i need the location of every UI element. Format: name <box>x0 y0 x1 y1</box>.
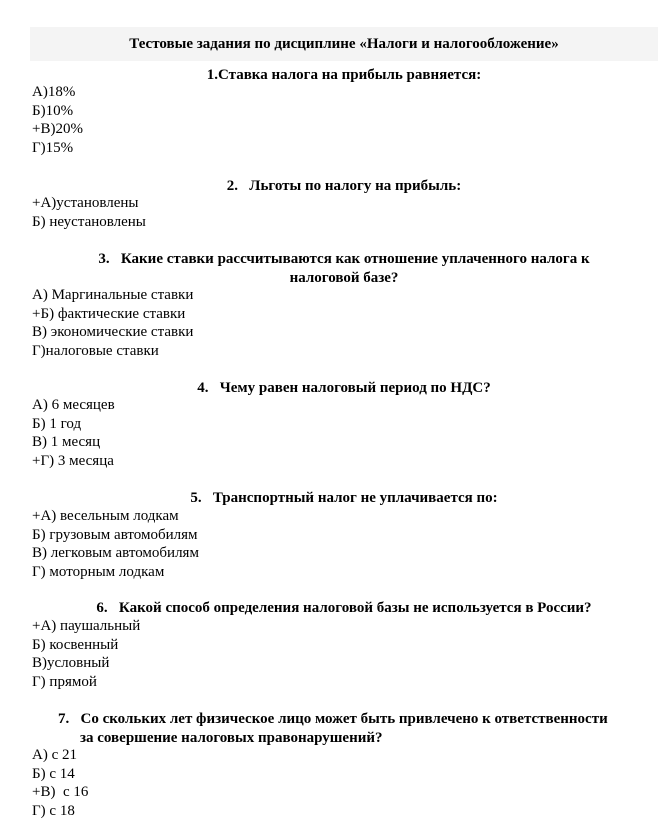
question-7-options <box>32 746 88 820</box>
question-3 <box>30 250 658 288</box>
option: +Б) фактические ставки <box>32 305 186 322</box>
option: В) 1 месяц <box>32 434 101 450</box>
option: +Г) 3 месяца <box>32 452 114 469</box>
option: Г)налоговые ставки <box>32 342 159 359</box>
question-1-options <box>32 83 83 157</box>
option: Б) с 14 <box>32 765 75 782</box>
option: Г)15% <box>32 139 74 156</box>
question-6-text: 6. Какой способ определения налоговой базы не используется в России? <box>96 600 592 616</box>
option: А) 6 месяцев <box>32 397 115 413</box>
question-1-text: 1.Ставка налога на прибыль равняется: <box>206 67 482 83</box>
option: А) с 21 <box>32 747 77 763</box>
option: Б) косвенный <box>32 636 119 653</box>
option: Г) моторным лодкам <box>32 563 165 580</box>
question-4 <box>30 379 658 398</box>
option: А) Маргинальные ставки <box>32 287 194 303</box>
question-7 <box>58 710 658 748</box>
option: Б)10% <box>32 102 74 119</box>
question-4-options <box>32 396 115 470</box>
option: Б) 1 год <box>32 415 82 432</box>
question-4-text: 4. Чему равен налоговый период по НДС? <box>197 380 491 396</box>
option: В) экономические ставки <box>32 324 194 340</box>
option: Б) неустановлены <box>32 213 146 230</box>
question-7-text-line1: 7. Со скольких лет физическое лицо может быть привлечено к ответственности <box>58 711 608 727</box>
question-2-text: 2. Льготы по налогу на прибыль: <box>226 178 462 194</box>
question-5-text: 5. Транспортный налог не уплачивается по: <box>190 490 498 506</box>
page-title <box>30 27 658 61</box>
option: +В) с 16 <box>32 784 89 800</box>
question-1 <box>30 66 658 85</box>
option: В)условный <box>32 655 110 671</box>
question-6 <box>30 599 658 618</box>
option: В) легковым автомобилям <box>32 545 199 561</box>
question-7-text-line2: за совершение налоговых правонарушений? <box>80 730 383 746</box>
option: +А) весельным лодкам <box>32 508 179 524</box>
question-5 <box>30 489 658 508</box>
question-3-text-line1: 3. Какие ставки рассчитываются как отношение уплаченного налога к <box>98 251 590 267</box>
option: А)18% <box>32 84 76 100</box>
question-3-options <box>32 286 193 360</box>
option: Б) грузовым автомобилям <box>32 526 198 543</box>
option: Г) с 18 <box>32 802 75 819</box>
question-2-options <box>32 194 146 231</box>
option: +В)20% <box>32 121 83 137</box>
page-title-text: Тестовые задания по дисциплине «Налоги и налогообложение» <box>129 35 559 52</box>
question-5-options <box>32 507 199 581</box>
option: Г) прямой <box>32 673 97 690</box>
question-3-text-line2: налоговой базе? <box>289 270 399 286</box>
option: +А) паушальный <box>32 618 141 634</box>
question-6-options <box>32 617 140 691</box>
option: +А)установлены <box>32 195 139 211</box>
